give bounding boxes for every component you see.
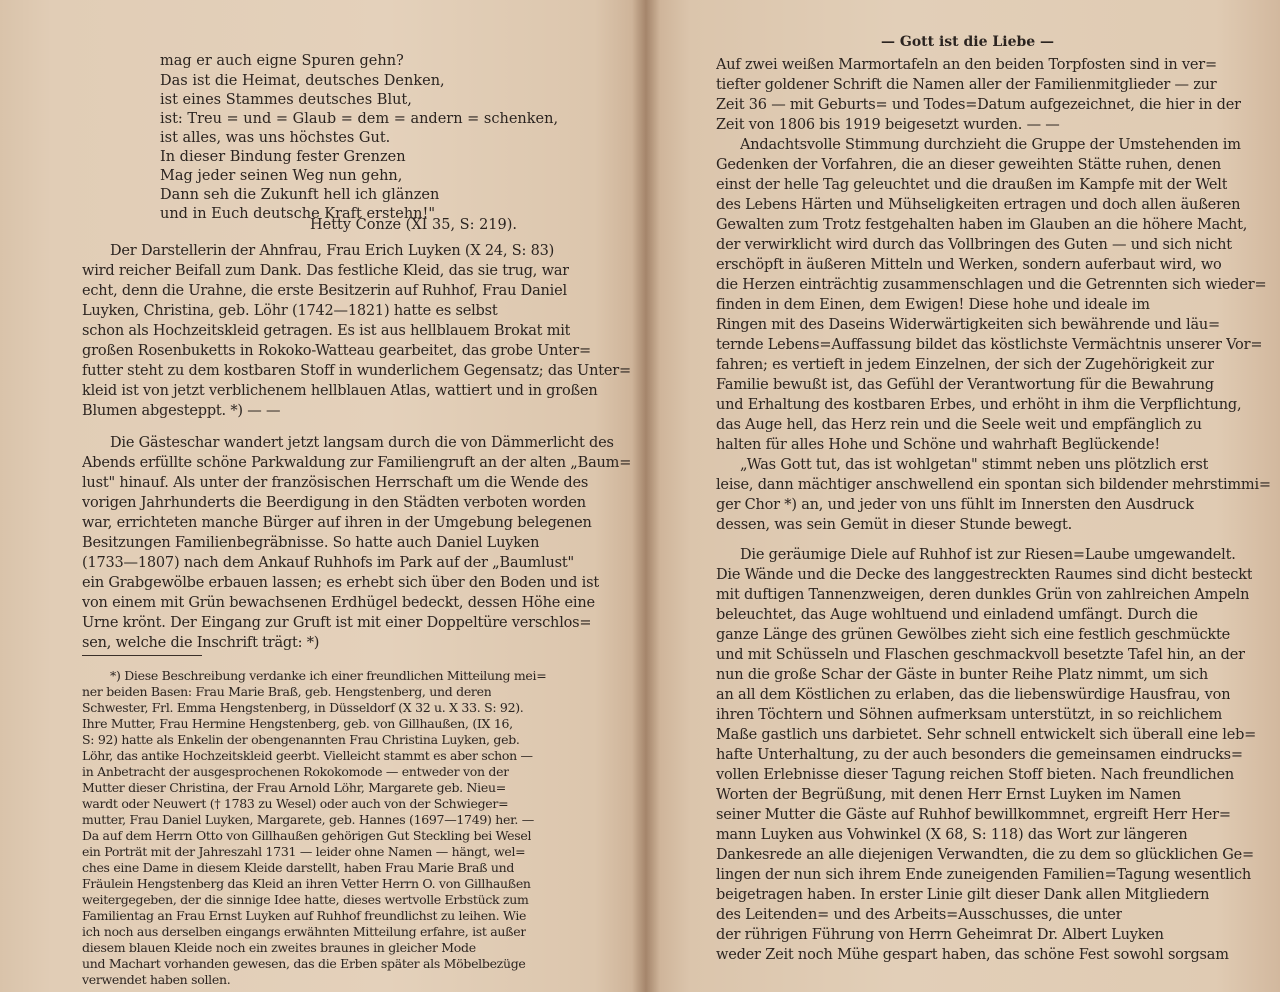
verse-line: Mag jeder seinen Weg nun gehn, bbox=[160, 168, 403, 184]
text-line: „Was Gott tut, das ist wohlgetan" stimmt neben uns plötzlich erst bbox=[740, 457, 1209, 473]
footnote-line: wardt oder Neuwert († 1783 zu Wesel) oder auch von der Schwieger= bbox=[82, 796, 509, 811]
text-line: und mit Schüsseln und Flaschen geschmackvoll besetzte Tafel hin, an der bbox=[716, 647, 1245, 663]
text-line: wird reicher Beifall zum Dank. Das festliche Kleid, das sie trug, war bbox=[82, 263, 570, 279]
text-line: an all dem Köstlichen zu erlaben, das die liebenswürdige Hausfrau, von bbox=[716, 687, 1231, 703]
text-line: lingen der nun sich ihrem Ende zuneigenden Familien=Tagung wesentlich bbox=[716, 867, 1251, 883]
text-line: vollen Erlebnisse dieser Tagung reichen Stoff bieten. Nach freundlichen bbox=[716, 767, 1235, 783]
footnote-line: ich noch aus derselben eingangs erwähnten Mitteilung erfahre, ist außer bbox=[82, 924, 527, 939]
text-line: lust" hinauf. Als unter der französischen Herrschaft um die Wende des bbox=[82, 475, 589, 491]
text-line: Die Wände und die Decke des langgestreckten Raumes sind dicht besteckt bbox=[716, 567, 1253, 583]
text-line: Abends erfüllte schöne Parkwaldung zur Familiengruft an der alten „Baum= bbox=[82, 455, 632, 471]
text-line: tiefter goldener Schrift die Namen aller der Familienmitglieder — zur bbox=[716, 77, 1217, 93]
verse-line: ist eines Stammes deutsches Blut, bbox=[160, 92, 412, 108]
text-line: Maße gastlich uns darbietet. Sehr schnell entwickelt sich überall eine leb= bbox=[716, 727, 1257, 743]
text-line: nun die große Schar der Gäste in bunter Reihe Platz nimmt, um sich bbox=[716, 667, 1209, 683]
verse-line: Dann seh die Zukunft hell ich glänzen bbox=[160, 187, 440, 203]
footnote-rule bbox=[82, 655, 202, 656]
text-line: des Leitenden= und des Arbeits=Ausschusses, die unter bbox=[716, 907, 1123, 923]
text-line: von einem mit Grün bewachsenen Erdhügel bedeckt, dessen Höhe eine bbox=[82, 595, 595, 611]
text-line: ger Chor *) an, und jeder von uns fühlt im Innersten den Ausdruck bbox=[716, 497, 1194, 513]
text-line: beigetragen haben. In erster Linie gilt dieser Dank allen Mitgliedern bbox=[716, 887, 1210, 903]
text-line: Gedenken der Vorfahren, die an dieser geweihten Stätte ruhen, denen bbox=[716, 157, 1221, 173]
text-line: (1733—1807) nach dem Ankauf Ruhhofs im Park auf der „Baumlust" bbox=[82, 555, 574, 571]
footnote-line: weitergegeben, der die sinnige Idee hatte, dieses wertvolle Erbstück zum bbox=[82, 892, 529, 907]
text-line: des Lebens Härten und Mühseligkeiten ertragen und doch allen äußeren bbox=[716, 197, 1241, 213]
footnote-line: Da auf dem Herrn Otto von Gillhaußen gehörigen Gut Steckling bei Wesel bbox=[82, 828, 532, 843]
footnote-line: Schwester, Frl. Emma Hengstenberg, in Düsseldorf (X 32 u. X 33. S: 92). bbox=[82, 700, 524, 715]
text-line: und Erhaltung des kostbaren Erbes, und erhöht in ihm die Verpflichtung, bbox=[716, 397, 1242, 413]
running-header: — Gott ist die Liebe — bbox=[881, 34, 1055, 50]
text-line: ternde Lebens=Auffassung bildet das köstlichste Vermächtnis unserer Vor= bbox=[716, 337, 1263, 353]
text-line: ihren Töchtern und Söhnen aufmerksam unterstützt, in so reichlichem bbox=[716, 707, 1223, 723]
verse-line: ist: Treu = und = Glaub = dem = andern = schenken, bbox=[160, 111, 559, 127]
text-line: seiner Mutter die Gäste auf Ruhhof bewillkommnet, ergreift Herr Her= bbox=[716, 807, 1231, 823]
text-line: das Auge hell, das Herz rein und die Seele weit und empfänglich zu bbox=[716, 417, 1202, 433]
book-gutter bbox=[632, 0, 660, 992]
footnote-line: mutter, Frau Daniel Luyken, Margarete, geb. Hannes (1697—1749) her. — bbox=[82, 812, 534, 827]
text-line: halten für alles Hohe und Schöne und wahrhaft Beglückende! bbox=[716, 437, 1160, 453]
text-line: Zeit 36 — mit Geburts= und Todes=Datum aufgezeichnet, die hier in der bbox=[716, 97, 1241, 113]
text-line: finden in dem Einen, dem Ewigen! Diese hohe und ideale im bbox=[716, 297, 1150, 313]
text-line: war, errichteten manche Bürger auf ihren in der Umgebung belegenen bbox=[82, 515, 592, 531]
text-line: Zeit von 1806 bis 1919 beigesetzt wurden. — — bbox=[716, 117, 1060, 133]
verse-attribution: Hetty Conze (XI 35, S: 219). bbox=[310, 217, 518, 233]
text-line: hafte Unterhaltung, zu der auch besonders die gemeinsamen eindrucks= bbox=[716, 747, 1243, 763]
footnote-line: und Machart vorhanden gewesen, das die Erben später als Möbelbezüge bbox=[82, 956, 526, 971]
right-page bbox=[646, 0, 1280, 992]
verse-line: In dieser Bindung fester Grenzen bbox=[160, 149, 406, 165]
text-line: Der Darstellerin der Ahnfrau, Frau Erich Luyken (X 24, S: 83) bbox=[110, 243, 555, 259]
text-line: beleuchtet, das Auge wohltuend und einladend umfängt. Durch die bbox=[716, 607, 1198, 623]
text-line: mit duftigen Tannenzweigen, deren dunkles Grün von zahlreichen Ampeln bbox=[716, 587, 1250, 603]
text-line: Auf zwei weißen Marmortafeln an den beiden Torpfosten sind in ver= bbox=[716, 57, 1217, 73]
text-line: Ringen mit des Daseins Widerwärtigkeiten sich bewährende und läu= bbox=[716, 317, 1221, 333]
footnote-line: Familientag an Frau Ernst Luyken auf Ruhhof freundlichst zu leihen. Wie bbox=[82, 908, 527, 923]
text-line: Urne krönt. Der Eingang zur Gruft ist mit einer Doppeltüre verschlos= bbox=[82, 615, 592, 631]
footnote-line: diesem blauen Kleide noch ein zweites braunes in gleicher Mode bbox=[82, 940, 476, 955]
text-line: Luyken, Christina, geb. Löhr (1742—1821) hatte es selbst bbox=[82, 303, 498, 319]
text-line: leise, dann mächtiger anschwellend ein spontan sich bildender mehrstimmi= bbox=[716, 477, 1271, 493]
text-line: großen Rosenbuketts in Rokoko-Watteau gearbeitet, das grobe Unter= bbox=[82, 343, 591, 359]
footnote-line: ner beiden Basen: Frau Marie Braß, geb. Hengstenberg, und deren bbox=[82, 684, 492, 699]
footnote-line: Fräulein Hengstenberg das Kleid an ihren Vetter Herrn O. von Gillhaußen bbox=[82, 876, 531, 891]
text-line: echt, denn die Urahne, die erste Besitzerin auf Ruhhof, Frau Daniel bbox=[82, 283, 567, 299]
text-line: Die geräumige Diele auf Ruhhof ist zur Riesen=Laube umgewandelt. bbox=[740, 547, 1236, 563]
verse-line: Das ist die Heimat, deutsches Denken, bbox=[160, 73, 445, 89]
text-line: dessen, was sein Gemüt in dieser Stunde bewegt. bbox=[716, 517, 1073, 533]
footnote-line: in Anbetracht der ausgesprochenen Rokokomode — entweder von der bbox=[82, 764, 509, 779]
text-line: ganze Länge des grünen Gewölbes zieht sich eine festlich geschmückte bbox=[716, 627, 1231, 643]
text-line: Dankesrede an alle diejenigen Verwandten, die zu dem so glücklichen Ge= bbox=[716, 847, 1255, 863]
text-line: Andachtsvolle Stimmung durchzieht die Gruppe der Umstehenden im bbox=[740, 137, 1241, 153]
text-line: der rührigen Führung von Herrn Geheimrat Dr. Albert Luyken bbox=[716, 927, 1164, 943]
footnote-line: *) Diese Beschreibung verdanke ich einer freundlichen Mitteilung mei= bbox=[110, 668, 547, 683]
text-line: Worten der Begrüßung, mit denen Herr Ernst Luyken im Namen bbox=[716, 787, 1181, 803]
text-line: ein Grabgewölbe erbauen lassen; es erhebt sich über den Boden und ist bbox=[82, 575, 599, 591]
verse-line: ist alles, was uns höchstes Gut. bbox=[160, 130, 391, 146]
text-line: mann Luyken aus Vohwinkel (X 68, S: 118) das Wort zur längeren bbox=[716, 827, 1188, 843]
text-line: der verwirklicht wird durch das Vollbringen des Guten — und sich nicht bbox=[716, 237, 1232, 253]
text-line: fahren; es vertieft in jedem Einzelnen, der sich der Zugehörigkeit zur bbox=[716, 357, 1215, 373]
footnote-line: Löhr, das antike Hochzeitskleid geerbt. Vielleicht stammt es aber schon — bbox=[82, 748, 533, 763]
footnote-line: Ihre Mutter, Frau Hermine Hengstenberg, geb. von Gillhaußen, (IX 16, bbox=[82, 716, 513, 731]
text-line: Die Gästeschar wandert jetzt langsam durch die von Dämmerlicht des bbox=[110, 435, 614, 451]
text-line: kleid ist von jetzt verblichenem hellblauen Atlas, wattiert und in großen bbox=[82, 383, 598, 399]
footnote-line: ches eine Dame in diesem Kleide darstellt, haben Frau Marie Braß und bbox=[82, 860, 515, 875]
text-line: Blumen abgesteppt. *) — — bbox=[82, 403, 281, 419]
text-line: die Herzen einträchtig zusammenschlagen und die Getrennten sich wieder= bbox=[716, 277, 1267, 293]
verse-line: und in Euch deutsche Kraft erstehn!" bbox=[160, 206, 436, 222]
verse-line: mag er auch eigne Spuren gehn? bbox=[160, 53, 404, 69]
text-line: futter steht zu dem kostbaren Stoff in wunderlichem Gegensatz; das Unter= bbox=[82, 363, 631, 379]
footnote-line: Mutter dieser Christina, der Frau Arnold Löhr, Margarete geb. Nieu= bbox=[82, 780, 506, 795]
text-line: sen, welche die Inschrift trägt: *) bbox=[82, 635, 320, 651]
text-line: Besitzungen Familienbegräbnisse. So hatte auch Daniel Luyken bbox=[82, 535, 540, 551]
footnote-line: ein Porträt mit der Jahreszahl 1731 — leider ohne Namen — hängt, wel= bbox=[82, 844, 526, 859]
text-line: Gewalten zum Trotz festgehalten haben im Glauben an die höhere Macht, bbox=[716, 217, 1248, 233]
text-line: einst der helle Tag geleuchtet und die draußen im Kampfe mit der Welt bbox=[716, 177, 1228, 193]
footnote-line: verwendet haben sollen. bbox=[82, 972, 231, 987]
text-line: erschöpft in äußeren Mitteln und Werken, sondern auferbaut wird, wo bbox=[716, 257, 1222, 273]
text-line: weder Zeit noch Mühe gespart haben, das schöne Fest sowohl sorgsam bbox=[716, 947, 1229, 963]
text-line: vorigen Jahrhunderts die Beerdigung in den Städten verboten worden bbox=[82, 495, 586, 511]
text-line: Familie bewußt ist, das Gefühl der Verantwortung für die Bewahrung bbox=[716, 377, 1214, 393]
footnote-line: S: 92) hatte als Enkelin der obengenannten Frau Christina Luyken, geb. bbox=[82, 732, 520, 747]
text-line: schon als Hochzeitskleid getragen. Es ist aus hellblauem Brokat mit bbox=[82, 323, 571, 339]
